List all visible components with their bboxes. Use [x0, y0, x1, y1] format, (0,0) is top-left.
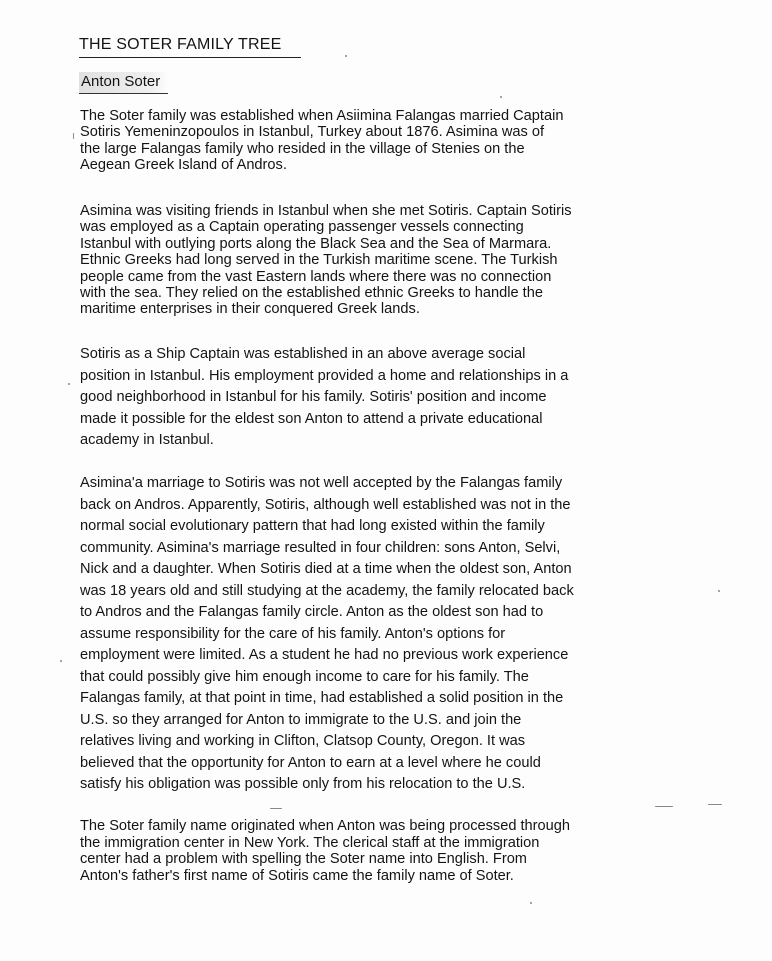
paragraph-4 [80, 473, 690, 796]
text-line: was 18 years old and still studying at the academy, the family relocated back [80, 582, 574, 599]
scan-speck [718, 590, 720, 592]
text-line: with the sea. They relied on the established ethnic Greeks to handle the [80, 285, 543, 302]
scan-speck [68, 383, 70, 385]
text-line: normal social evolutionary pattern that had long existed within the family [80, 518, 545, 534]
text-line: made it possible for the eldest son Anton to attend a private educational [80, 410, 543, 427]
document-subtitle: Anton Soter [79, 72, 168, 94]
scan-speck [500, 96, 502, 98]
text-line: center had a problem with spelling the Soter name into English. From [80, 851, 527, 867]
text-line: Nick and a daughter. When Sotiris died at a time when the oldest son, Anton [80, 561, 572, 577]
text-line: Anton's father's first name of Sotiris came the family name of Soter. [80, 867, 514, 884]
text-line: employment were limited. As a student he had no previous work experience [80, 647, 569, 663]
scan-speck [270, 808, 282, 809]
text-line: people came from the vast Eastern lands where there was no connection [80, 268, 552, 285]
scan-speck [655, 806, 673, 807]
scan-speck [708, 804, 722, 805]
text-line: U.S. so they arranged for Anton to immigrate to the U.S. and join the [80, 711, 522, 728]
text-line: Sotiris as a Ship Captain was established in an above average social [80, 346, 526, 362]
scan-speck [345, 55, 347, 57]
text-line: that could possibly give him enough income to care for his family. The [80, 668, 529, 685]
scan-speck [530, 902, 532, 904]
scan-speck [60, 660, 62, 662]
paragraph-2 [80, 203, 690, 318]
text-line: Asimina was visiting friends in Istanbul when she met Sotiris. Captain Sotiris [80, 203, 572, 219]
text-line: community. Asimina's marriage resulted in four children: sons Anton, Selvi, [80, 539, 561, 556]
text-line: position in Istanbul. His employment provided a home and relationships in a [80, 367, 569, 384]
text-line: the immigration center in New York. The clerical staff at the immigration [80, 834, 540, 851]
text-line: back on Andros. Apparently, Sotiris, although well established was not in the [80, 496, 571, 513]
text-line: believed that the opportunity for Anton to earn at a level where he could [80, 754, 541, 771]
text-line: to Andros and the Falangas family circle. Anton as the oldest son had to [80, 604, 544, 620]
text-line: academy in Istanbul. [80, 432, 214, 448]
text-line: The Soter family was established when Asiimina Falangas married Captain [80, 108, 564, 124]
text-line: was employed as a Captain operating passenger vessels connecting [80, 219, 524, 236]
text-line: relatives living and working in Clifton, Clatsop County, Oregon. It was [80, 733, 526, 749]
paragraph-5 [80, 818, 690, 884]
text-line: the large Falangas family who resided in the village of Stenies on the [80, 140, 525, 157]
text-line: Istanbul with outlying ports along the Black Sea and the Sea of Marmara. [80, 235, 552, 252]
text-line: assume responsibility for the care of his family. Anton's options for [80, 625, 506, 642]
text-line: Falangas family, at that point in time, had established a solid position in the [80, 690, 564, 706]
paragraph-3 [80, 344, 690, 452]
text-line: satisfy his obligation was possible only from his relocation to the U.S. [80, 776, 526, 792]
text-line: good neighborhood in Istanbul for his family. Sotiris' position and income [80, 389, 547, 405]
paragraph-1 [80, 108, 690, 173]
text-line: Aegean Greek Island of Andros. [80, 156, 287, 173]
text-line: Sotiris Yemeninzopoulos in Istanbul, Turkey about 1876. Asimina was of [80, 124, 545, 141]
scan-speck [73, 133, 74, 139]
text-line: maritime enterprises in their conquered Greek lands. [80, 301, 420, 318]
text-line: The Soter family name originated when Anton was being processed through [80, 818, 570, 834]
document-title: THE SOTER FAMILY TREE [79, 36, 301, 58]
text-line: Ethnic Greeks had long served in the Turkish maritime scene. The Turkish [80, 252, 558, 269]
text-line: Asimina'a marriage to Sotiris was not well accepted by the Falangas family [80, 475, 563, 491]
